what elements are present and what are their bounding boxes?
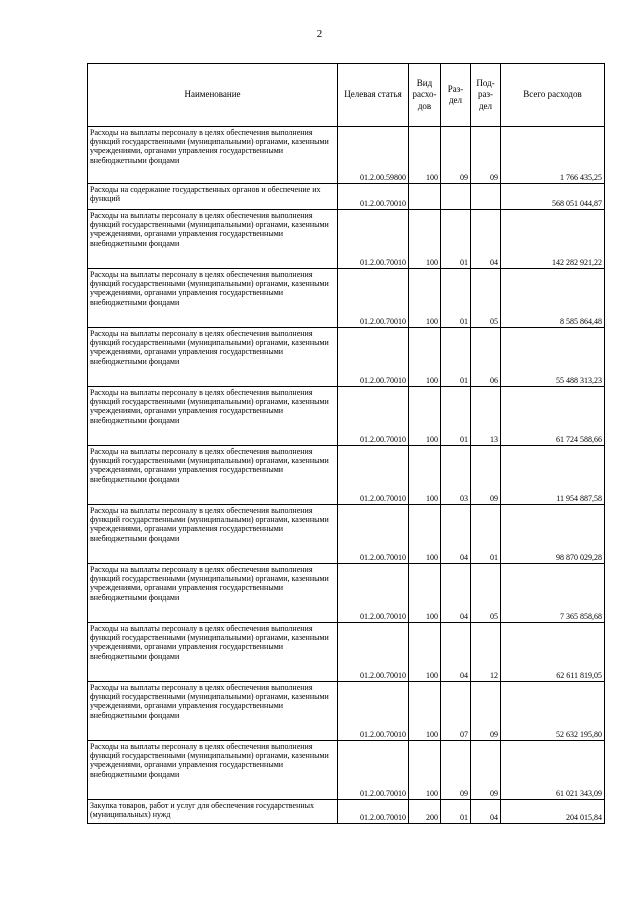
row-target-article: 01.2.00.70010 [338,741,409,800]
row-expense-kind [409,184,441,210]
row-expense-kind: 200 [409,800,441,824]
table-row [88,328,605,387]
page-number: 2 [316,28,323,40]
row-name: Расходы на выплаты персоналу в целях обеспечения выполнения функций государственными (муниципальными) органами, казенными учреждениями, органами управления государственными внебюджетными фондами [88,446,338,505]
row-total: 568 051 044,87 [501,184,605,210]
row-subsection: 05 [471,269,501,328]
row-section: 07 [441,682,471,741]
row-subsection: 09 [471,446,501,505]
row-subsection: 12 [471,623,501,682]
row-name: Расходы на содержание государственных органов и обеспечение их функций [88,184,338,210]
header-name: Наименование [88,64,338,127]
table-row [88,741,605,800]
row-subsection: 05 [471,564,501,623]
row-total: 8 585 864,48 [501,269,605,328]
row-name: Расходы на выплаты персоналу в целях обеспечения выполнения функций государственными (муниципальными) органами, казенными учреждениями, органами управления государственными внебюджетными фондами [88,387,338,446]
header-total: Всего расходов [501,64,605,127]
row-total: 62 611 819,05 [501,623,605,682]
table-row [88,210,605,269]
row-total: 52 632 195,80 [501,682,605,741]
row-target-article: 01.2.00.70010 [338,800,409,824]
table-header-row [88,64,605,127]
row-section [441,184,471,210]
table-row [88,184,605,210]
header-section: Раз-дел [441,64,471,127]
row-target-article: 01.2.00.70010 [338,269,409,328]
table-row [88,623,605,682]
row-name: Расходы на выплаты персоналу в целях обеспечения выполнения функций государственными (муниципальными) органами, казенными учреждениями, органами управления государственными внебюджетными фондами [88,505,338,564]
row-section: 04 [441,623,471,682]
table-row [88,387,605,446]
row-total: 98 870 029,28 [501,505,605,564]
header-expense-kind: Вид расхо-дов [409,64,441,127]
row-target-article: 01.2.00.70010 [338,184,409,210]
table-row [88,682,605,741]
row-section: 09 [441,741,471,800]
row-section: 01 [441,269,471,328]
row-section: 09 [441,127,471,184]
row-subsection: 04 [471,800,501,824]
row-name: Расходы на выплаты персоналу в целях обеспечения выполнения функций государственными (муниципальными) органами, казенными учреждениями, органами управления государственными внебюджетными фондами [88,210,338,269]
row-subsection: 01 [471,505,501,564]
row-subsection: 13 [471,387,501,446]
row-total: 142 282 921,22 [501,210,605,269]
table-row [88,800,605,824]
row-expense-kind: 100 [409,741,441,800]
row-expense-kind: 100 [409,682,441,741]
row-expense-kind: 100 [409,446,441,505]
row-expense-kind: 100 [409,269,441,328]
row-subsection: 04 [471,210,501,269]
row-expense-kind: 100 [409,623,441,682]
row-total: 204 015,84 [501,800,605,824]
row-section: 01 [441,387,471,446]
row-total: 55 488 313,23 [501,328,605,387]
row-total: 61 724 588,66 [501,387,605,446]
row-total: 61 021 343,09 [501,741,605,800]
row-target-article: 01.2.00.70010 [338,682,409,741]
row-section: 03 [441,446,471,505]
row-total: 7 365 858,68 [501,564,605,623]
header-target-article: Целевая статья [338,64,409,127]
row-name: Закупка товаров, работ и услуг для обеспечения государственных (муниципальных) нужд [88,800,338,824]
row-expense-kind: 100 [409,387,441,446]
row-name: Расходы на выплаты персоналу в целях обеспечения выполнения функций государственными (муниципальными) органами, казенными учреждениями, органами управления государственными внебюджетными фондами [88,127,338,184]
header-subsection: Под-раз-дел [471,64,501,127]
row-target-article: 01.2.00.70010 [338,328,409,387]
row-total: 11 954 887,58 [501,446,605,505]
row-section: 01 [441,210,471,269]
table-row [88,564,605,623]
table-row [88,446,605,505]
row-expense-kind: 100 [409,127,441,184]
row-subsection [471,184,501,210]
table-row [88,269,605,328]
row-subsection: 09 [471,127,501,184]
row-section: 01 [441,328,471,387]
row-name: Расходы на выплаты персоналу в целях обеспечения выполнения функций государственными (муниципальными) органами, казенными учреждениями, органами управления государственными внебюджетными фондами [88,682,338,741]
row-target-article: 01.2.00.70010 [338,505,409,564]
row-name: Расходы на выплаты персоналу в целях обеспечения выполнения функций государственными (муниципальными) органами, казенными учреждениями, органами управления государственными внебюджетными фондами [88,741,338,800]
row-target-article: 01.2.00.59800 [338,127,409,184]
row-total: 1 766 435,25 [501,127,605,184]
row-target-article: 01.2.00.70010 [338,446,409,505]
row-expense-kind: 100 [409,505,441,564]
row-subsection: 09 [471,741,501,800]
row-target-article: 01.2.00.70010 [338,623,409,682]
row-name: Расходы на выплаты персоналу в целях обеспечения выполнения функций государственными (муниципальными) органами, казенными учреждениями, органами управления государственными внебюджетными фондами [88,269,338,328]
table-row [88,127,605,184]
row-expense-kind: 100 [409,210,441,269]
row-target-article: 01.2.00.70010 [338,564,409,623]
row-expense-kind: 100 [409,328,441,387]
row-section: 01 [441,800,471,824]
expenditure-table [87,63,605,824]
row-target-article: 01.2.00.70010 [338,387,409,446]
row-target-article: 01.2.00.70010 [338,210,409,269]
table-row [88,505,605,564]
row-section: 04 [441,505,471,564]
row-expense-kind: 100 [409,564,441,623]
row-section: 04 [441,564,471,623]
row-subsection: 06 [471,328,501,387]
row-name: Расходы на выплаты персоналу в целях обеспечения выполнения функций государственными (муниципальными) органами, казенными учреждениями, органами управления государственными внебюджетными фондами [88,564,338,623]
row-name: Расходы на выплаты персоналу в целях обеспечения выполнения функций государственными (муниципальными) органами, казенными учреждениями, органами управления государственными внебюджетными фондами [88,623,338,682]
row-subsection: 09 [471,682,501,741]
row-name: Расходы на выплаты персоналу в целях обеспечения выполнения функций государственными (муниципальными) органами, казенными учреждениями, органами управления государственными внебюджетными фондами [88,328,338,387]
